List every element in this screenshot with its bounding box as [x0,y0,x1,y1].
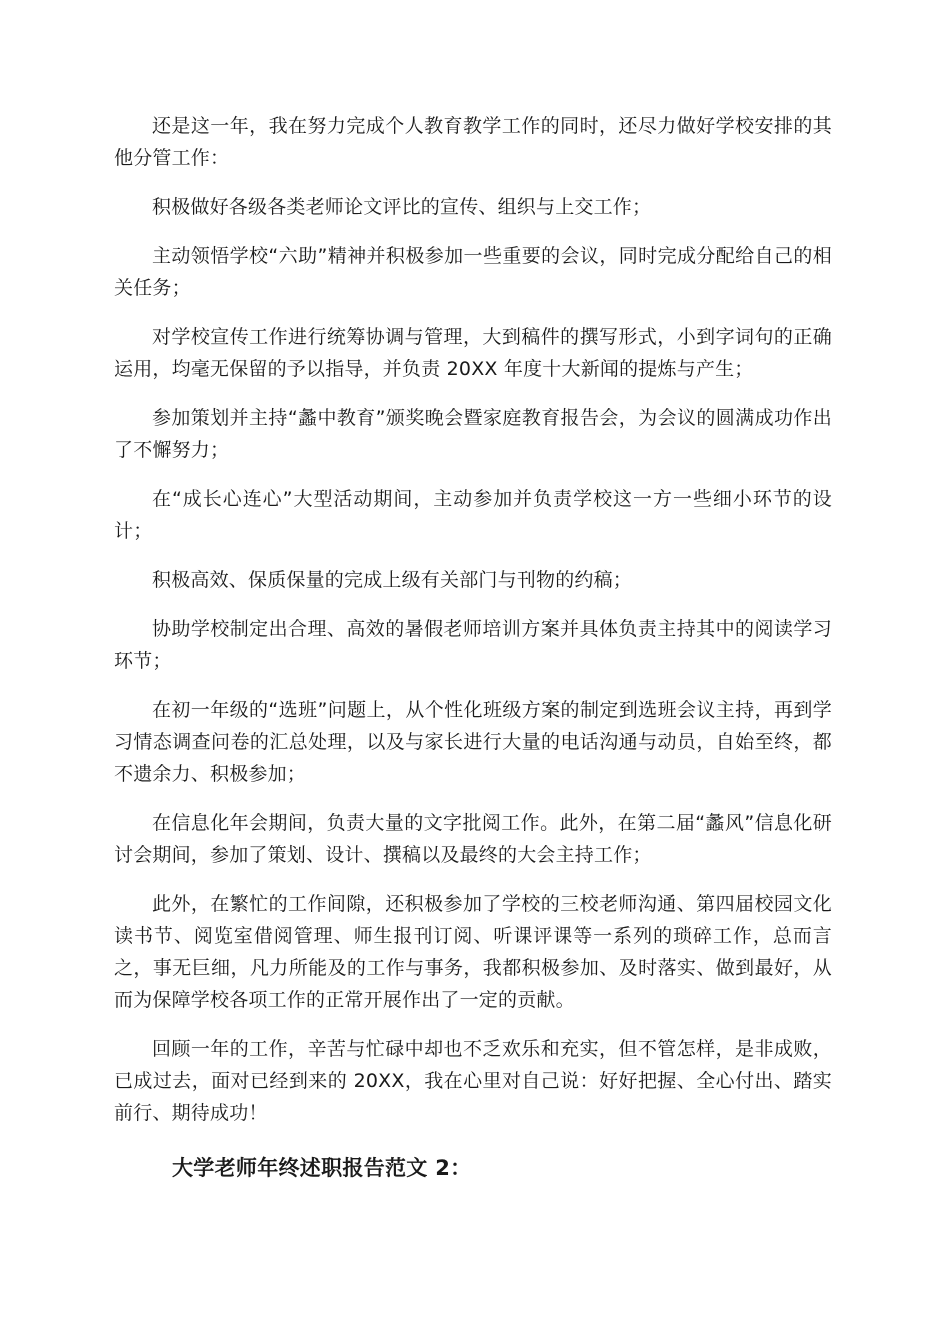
paragraph: 对学校宣传工作进行统筹协调与管理，大到稿件的撰写形式，小到字词句的正确运用，均毫无保留的予以指导，并负责 20XX 年度十大新闻的提炼与产生； [114,326,832,380]
paragraph: 在初一年级的“选班”问题上，从个性化班级方案的制定到选班会议主持，再到学习情态调查问卷的汇总处理，以及与家长进行大量的电话沟通与动员，自始至终，都不遗余力、积极参加； [114,699,832,785]
paragraph: 在“成长心连心”大型活动期间，主动参加并负责学校这一方一些细小环节的设计； [114,488,832,542]
paragraph: 在信息化年会期间，负责大量的文字批阅工作。此外，在第二届“蠡风”信息化研讨会期间，参加了策划、设计、撰稿以及最终的大会主持工作； [114,812,832,866]
section-heading: 大学老师年终述职报告范文 2： [172,1156,472,1180]
paragraph: 此外，在繁忙的工作间隙，还积极参加了学校的三校老师沟通、第四届校园文化读书节、阅览室借阅管理、师生报刊订阅、听课评课等一系列的琐碎工作，总而言之，事无巨细，凡力所能及的工作与事务，我都积极参加、及时落实、做到最好，从而为保障学校各项工作的正常开展作出了一定的贡献。 [114,893,832,1011]
paragraph: 积极高效、保质保量的完成上级有关部门与刊物的约稿； [152,569,633,591]
document-body [114,110,832,1184]
paragraph: 回顾一年的工作，辛苦与忙碌中却也不乏欢乐和充实，但不管怎样，是非成败，已成过去，面对已经到来的 20XX，我在心里对自己说：好好把握、全心付出、踏实前行、期待成功！ [114,1038,832,1124]
paragraph: 协助学校制定出合理、高效的暑假老师培训方案并具体负责主持其中的阅读学习环节； [114,618,832,672]
paragraph: 主动领悟学校“六助”精神并积极参加一些重要的会议，同时完成分配给自己的相关任务； [114,245,832,299]
paragraph: 积极做好各级各类老师论文评比的宣传、组织与上交工作； [152,196,652,218]
paragraph: 还是这一年，我在努力完成个人教育教学工作的同时，还尽力做好学校安排的其他分管工作： [114,115,832,169]
paragraph: 参加策划并主持“蠡中教育”颁奖晚会暨家庭教育报告会，为会议的圆满成功作出了不懈努力； [114,407,832,461]
